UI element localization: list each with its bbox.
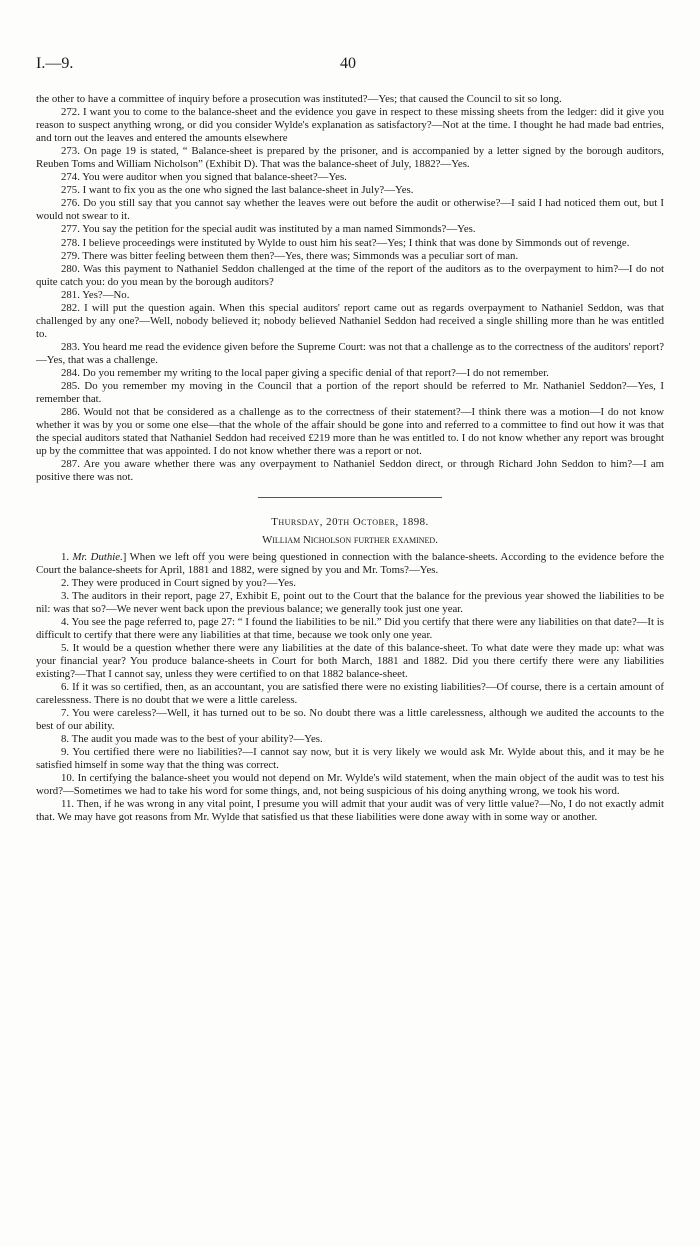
- testimony-section-2: [36, 551, 664, 825]
- paragraph: 286. Would not that be considered as a challenge as to the correctness of their statement?—I think there was a motion—I do not know whether it was by you or some one else—that the whole of the affair should be gone into and referred to a committee to find out how it was that the special auditors stated that Nathaniel Seddon had received £219 more than he was entitled to. I do not know whether any report was brought up by the committee that was appointed. I do not know whether there was a report or not.: [36, 406, 664, 458]
- page-header: [36, 55, 664, 75]
- paragraph: 4. You see the page referred to, page 27: “ I found the liabilities to be nil.” Did you certify that there were any liabilities on that date?—It is difficult to certify that there were any liabilities at that time, because we took only one year.: [36, 615, 664, 641]
- speaker-name: Mr. Duthie.: [72, 550, 123, 563]
- paragraph: 282. I will put the question again. When this special auditors' report came out as regards overpayment to Nathaniel Seddon, was that challenged by any one?—Well, nobody believed it; nobody believed Nathaniel Seddon had received a single shilling more than he was entitled to.: [36, 301, 664, 340]
- paragraph: 7. You were careless?—Well, it has turned out to be so. No doubt there was a little carelessness, although we audited the accounts to the best of our ability.: [36, 707, 664, 733]
- question-number: 1.: [61, 550, 70, 563]
- paragraph: 276. Do you still say that you cannot say whether the leaves were out before the audit or otherwise?—I said I had noticed them out, but I would not swear to it.: [36, 197, 664, 223]
- paragraph: 278. I believe proceedings were instituted by Wylde to oust him his seat?—Yes; I think that was done by Simmonds out of revenge.: [61, 236, 630, 249]
- paragraph: 3. The auditors in their report, page 27, Exhibit E, point out to the Court that the balance for the previous year showed the liabilities to be nil: was that so?—We never went back upon the previous balance; we generally took just one year.: [36, 589, 664, 615]
- paragraph: 277. You say the petition for the special audit was instituted by a man named Simmonds?—Yes.: [61, 223, 476, 236]
- paragraph: 9. You certified there were no liabilities?—I cannot say now, but it is very likely we would ask Mr. Wylde about this, and it may be he satisfied himself in some way that the thing was correct.: [36, 746, 664, 772]
- testimony-section-1: [36, 93, 664, 484]
- paragraph: 273. On page 19 is stated, “ Balance-sheet is prepared by the prisoner, and is accompanied by a letter signed by the borough auditors, Reuben Toms and William Nicholson” (Exhibit D). That was the balance-sheet of July, 1882?—Yes.: [36, 145, 664, 171]
- paragraph: 6. If it was so certified, then, as an accountant, you are satisfied there were no existing liabilities?—Of course, there is a certain amount of carelessness. There is no doubt that we were a little careless.: [36, 680, 664, 707]
- paragraph: 285. Do you remember my moving in the Council that a portion of the report should be referred to Mr. Nathaniel Seddon?—Yes, I remember that.: [36, 380, 664, 406]
- paragraph: 280. Was this payment to Nathaniel Seddon challenged at the time of the report of the auditors as to the overpayment to him?—I do not quite catch you: do you mean by the borough auditors?: [36, 262, 664, 288]
- paragraph: 272. I want you to come to the balance-sheet and the evidence you gave in respect to these missing sheets from the ledger: did it give you reason to suspect anything wrong, or did you consider Wylde's explanation as satisfactory?—Not at the time. I thought he had made bad entries, and torn out the leaves and entered the amounts elsewhere: [36, 106, 664, 145]
- document-body: [36, 93, 664, 824]
- paragraph: 274. You were auditor when you signed that balance-sheet?—Yes.: [61, 171, 347, 184]
- paragraph: 8. The audit you made was to the best of your ability?—Yes.: [61, 733, 323, 746]
- witness-heading: William Nicholson further examined.: [262, 534, 438, 547]
- paragraph: the other to have a committee of inquiry before a prosecution was instituted?—Yes; that caused the Council to sit so long.: [36, 93, 562, 105]
- question-text: ] When we left off you were being questioned in connection with the balance-sheets. According to the evidence before the Court the balance-sheets for April, 1881 and 1882, were signed by you and Mr. Toms?—Yes.: [36, 550, 664, 576]
- paragraph: 275. I want to fix you as the one who signed the last balance-sheet in July?—Yes.: [61, 184, 414, 197]
- paragraph: 283. You heard me read the evidence given before the Supreme Court: was not that a challenge as to the correctness of the auditors' report?—Yes, that was a challenge.: [36, 340, 664, 366]
- session-date-heading: Thursday, 20th October, 1898.: [271, 516, 429, 529]
- document-reference: I.—9.: [36, 55, 74, 72]
- paragraph: 10. In certifying the balance-sheet you would not depend on Mr. Wylde's wild statement, when the main object of the audit was to test his word?—Sometimes we had to take his word for some things, and, not being suspicious of his doing anything wrong, we took his word.: [36, 772, 664, 798]
- paragraph: 5. It would be a question whether there were any liabilities at the date of this balance-sheet. To what date were they made up: what was your financial year? You produce balance-sheets in Court for both March, 1881 and 1882. Did you there certify there were any liabilities existing?—That I cannot say, unless they were certified to on that 1882 balance-sheet.: [36, 641, 664, 680]
- paragraph: 11. Then, if he was wrong in any vital point, I presume you will admit that your audit was of very little value?—No, I do not exactly admit that. We may have got reasons from Mr. Wylde that satisfied us that these liabilities were done away with in some way or another.: [36, 798, 664, 824]
- paragraph: 279. There was bitter feeling between them then?—Yes, there was; Simmonds was a peculiar sort of man.: [61, 249, 519, 262]
- paragraph: 281. Yes?—No.: [61, 288, 130, 301]
- paragraph: [36, 551, 664, 577]
- section-divider: [258, 497, 442, 498]
- paragraph: 287. Are you aware whether there was any overpayment to Nathaniel Seddon direct, or through Richard John Seddon to him?—I am positive there was not.: [36, 458, 664, 484]
- page-number: 40: [340, 55, 356, 72]
- paragraph: 2. They were produced in Court signed by you?—Yes.: [61, 576, 297, 589]
- paragraph: 284. Do you remember my writing to the local paper giving a specific denial of that report?—I do not remember.: [61, 366, 549, 379]
